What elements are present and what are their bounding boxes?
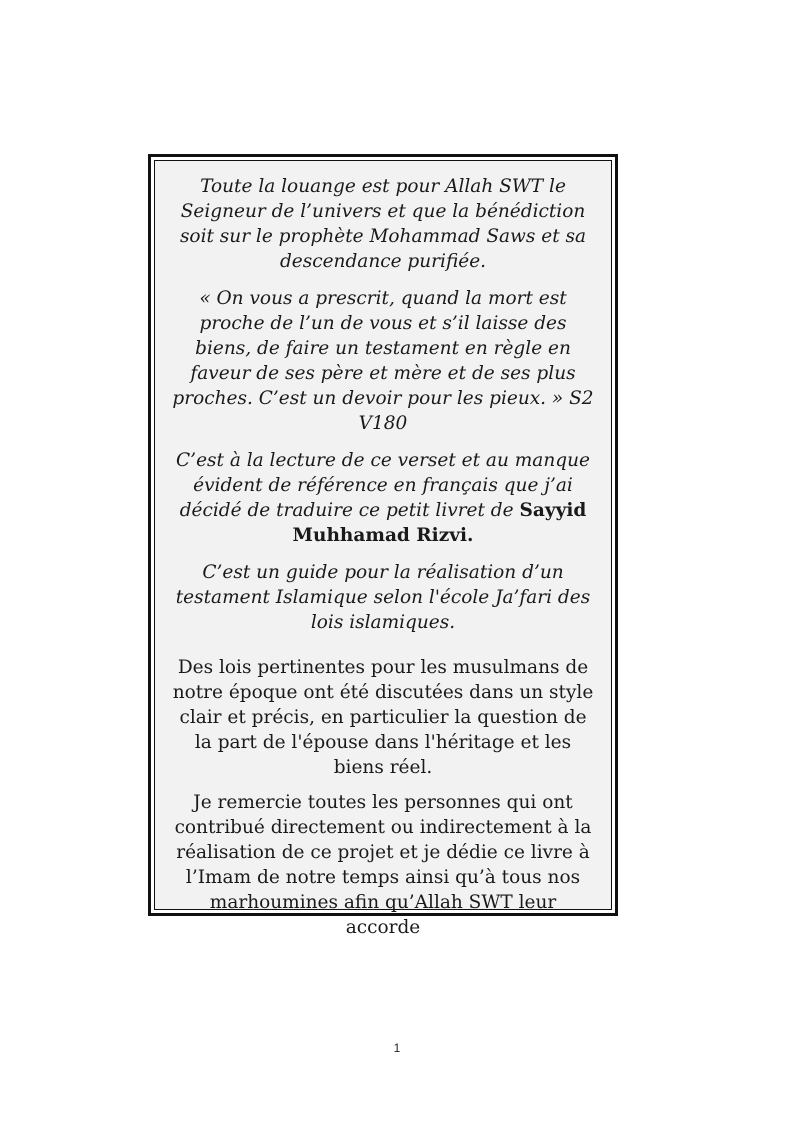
praise-paragraph: Toute la louange est pour Allah SWT le Seigneur de l’univers et que la bénédiction soit sur le prophète Mohammad Saws et sa descendance purifiée.	[179, 176, 587, 272]
preface-box	[154, 160, 612, 938]
quran-verse-paragraph: « On vous a prescrit, quand la mort est proche de l’un de vous et s’il laisse des biens, de faire un testament en règle en faveur de ses père et mère et de ses plus proches. C’est un devoir pour les pieux. » S2 V180	[172, 288, 594, 434]
page-number: 1	[393, 1041, 401, 1055]
translation-note-text: C’est à la lecture de ce verset et au manque évident de référence en français que j’ai décidé de traduire ce petit livret de	[176, 450, 590, 521]
author-name: Sayyid Muhhamad Rizvi.	[292, 500, 587, 546]
laws-description-paragraph: Des lois pertinentes pour les musulmans de notre époque ont été discutées dans un style clair et précis, en particulier la question de la part de l'épouse dans l'héritage et les biens réel.	[172, 657, 594, 778]
guide-description-paragraph: C’est un guide pour la réalisation d’un testament Islamique selon l'école Ja’fari des lois islamiques.	[175, 562, 591, 633]
translation-note-paragraph	[171, 448, 595, 548]
acknowledgement-paragraph: Je remercie toutes les personnes qui ont contribué directement ou indirectement à la réalisation de ce projet et je dédie ce livre à l’Imam de notre temps ainsi qu’à tous nos marhoumines afin qu’Allah SWT leur accorde	[174, 792, 592, 938]
preface-frame	[148, 154, 618, 938]
